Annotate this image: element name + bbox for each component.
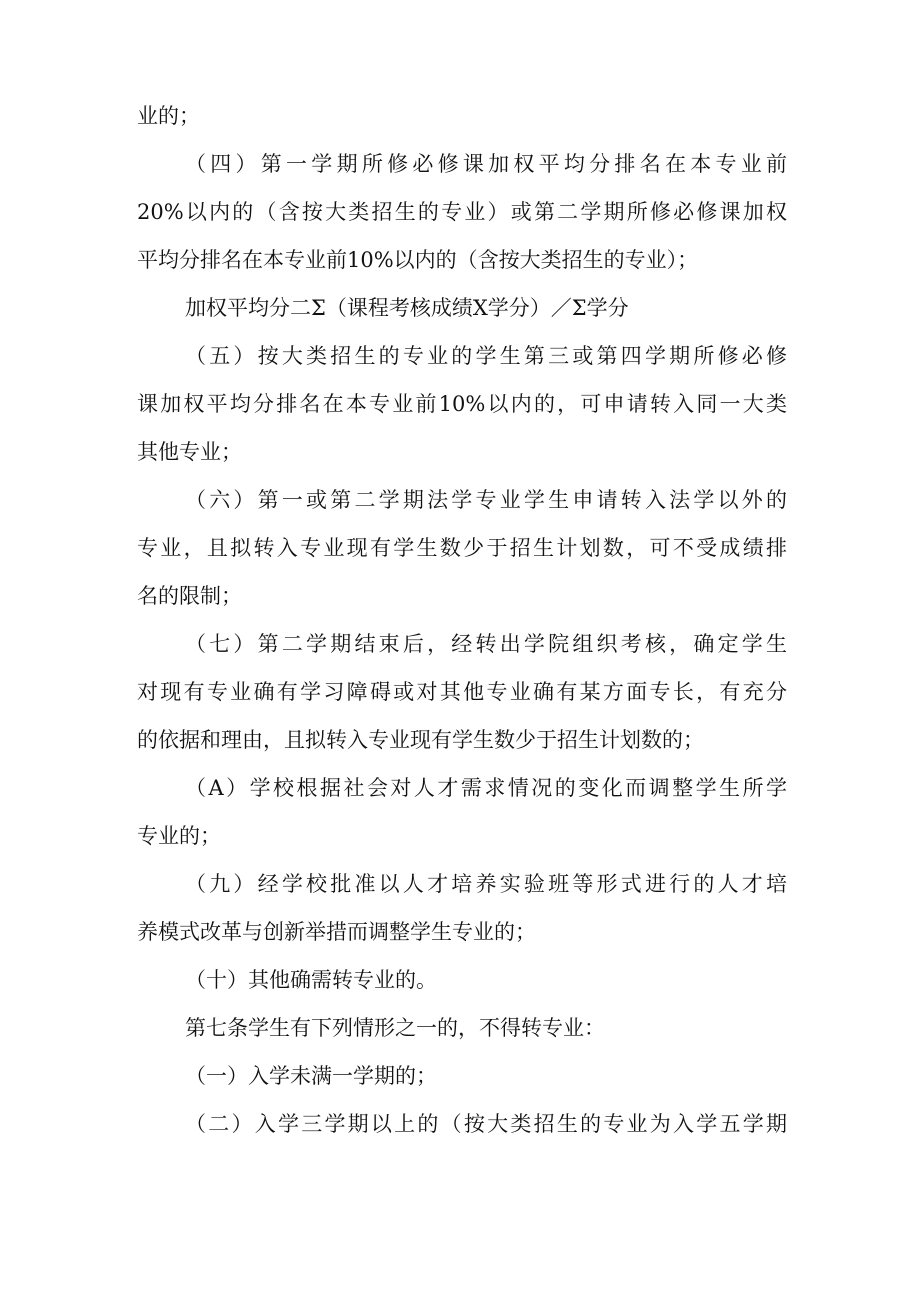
text-line-22: （二）入学三学期以上的（按大类招生的专业为入学五学期: [185, 1112, 787, 1136]
text-line-8: 其他专业；: [137, 440, 242, 464]
text-line-20: 第七条学生有下列情形之一的，不得转专业：: [185, 1016, 605, 1040]
text-line-3: 20%以内的（含按大类招生的专业）或第二学期所修必修课加权: [137, 200, 787, 224]
text-line-9: （六）第一或第二学期法学专业学生申请转入法学以外的: [185, 488, 787, 512]
text-line-4: 平均分排名在本专业前10%以内的（含按大类招生的专业）；: [137, 248, 699, 272]
text-line-17: （九）经学校批准以人才培养实验班等形式进行的人才培: [185, 872, 787, 896]
text-line-10: 专业，且拟转入专业现有学生数少于招生计划数，可不受成绩排: [137, 536, 787, 560]
text-line-12: （七）第二学期结束后，经转出学院组织考核，确定学生: [185, 632, 787, 656]
text-line-13: 对现有专业确有学习障碍或对其他专业确有某方面专长，有充分: [137, 680, 787, 704]
text-line-14: 的依据和理由，且拟转入专业现有学生数少于招生计划数的；: [137, 728, 704, 752]
text-line-1: 业的；: [137, 104, 200, 128]
text-line-15: （A）学校根据社会对人才需求情况的变化而调整学生所学: [185, 776, 787, 800]
text-line-2: （四）第一学期所修必修课加权平均分排名在本专业前: [185, 152, 787, 176]
text-line-5: 加权平均分二Σ（课程考核成绩X学分）／Σ学分: [185, 296, 629, 320]
text-line-21: （一）入学未满一学期的；: [185, 1064, 437, 1088]
text-line-19: （十）其他确需转专业的。: [185, 968, 437, 992]
text-line-18: 养模式改革与创新举措而调整学生专业的；: [137, 920, 536, 944]
text-line-7: 课加权平均分排名在本专业前10%以内的，可申请转入同一大类: [137, 392, 787, 416]
text-line-11: 名的限制；: [137, 584, 242, 608]
text-line-16: 专业的；: [137, 824, 221, 848]
text-line-6: （五）按大类招生的专业的学生第三或第四学期所修必修: [185, 344, 787, 368]
